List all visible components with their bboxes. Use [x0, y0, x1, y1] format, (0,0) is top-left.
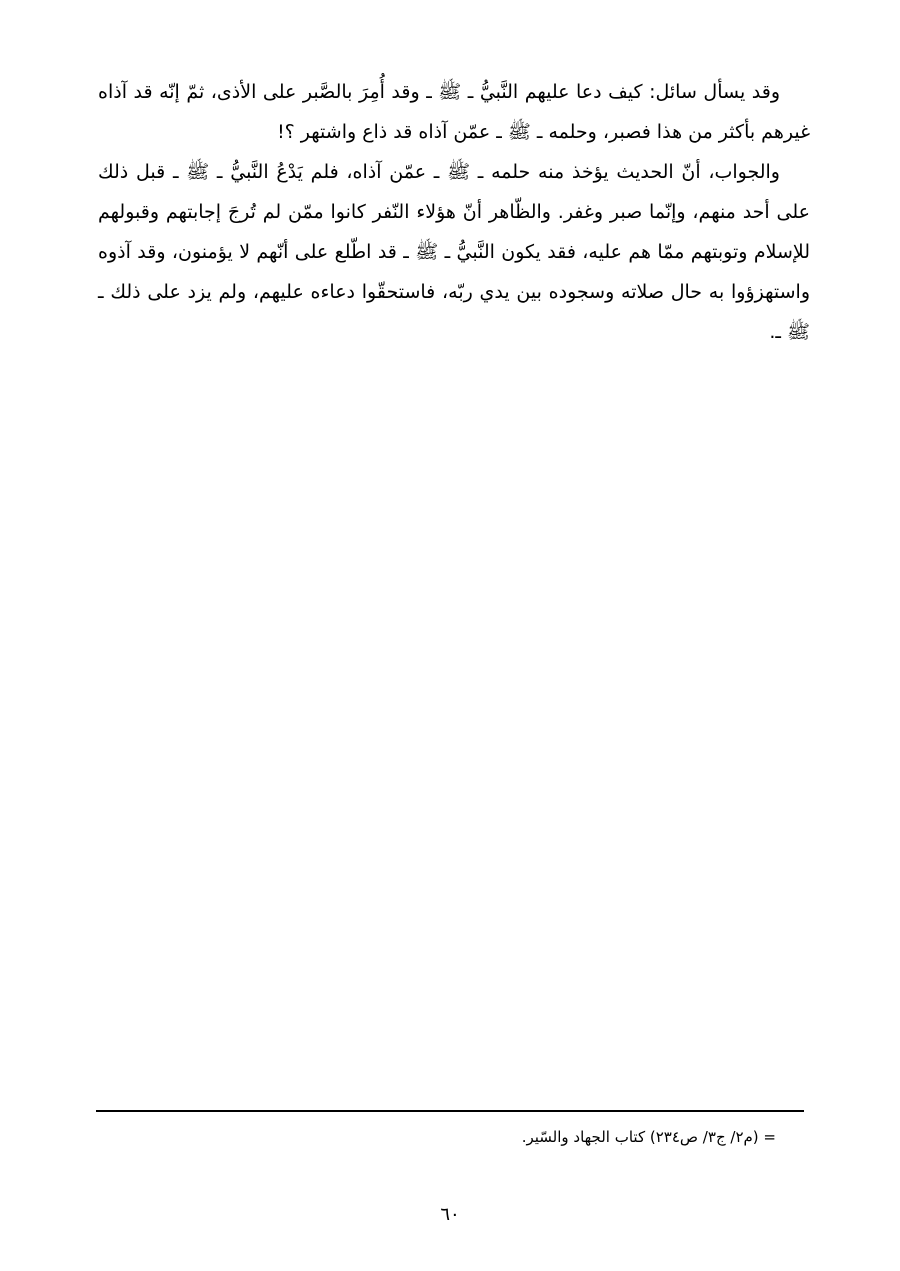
- page-number: ٦٠: [440, 1204, 460, 1225]
- footnote: = (م٢/ ج٣/ ص٢٣٤) كتاب الجهاد والسّير.: [521, 1128, 776, 1146]
- paragraph-question: وقد يسأل سائل: كيف دعا عليهم النَّبيُّ ـ ﷺ ـ وقد أُمِرَ بالصَّبر على الأذى، ثمّ إنّه قد آذاه غيرهم بأكثر من هذا فصبر، وحلمه ـ ﷺ ـ عمّن آذاه قد ذاع واشتهر ؟!: [98, 81, 810, 143]
- body-text: [98, 72, 810, 352]
- paragraph-answer: والجواب، أنّ الحديث يؤخذ منه حلمه ـ ﷺ ـ عمّن آذاه، فلم يَدْعُ النَّبيُّ ـ ﷺ ـ قبل ذلك على أحد منهم، وإنّما صبر وغفر. والظّاهر أنّ هؤلاء النّفر كانوا ممّن لم تُرجَ إجابتهم وقبولهم للإسلام وتوبتهم ممّا هم عليه، فقد يكون النَّبيُّ ـ ﷺ ـ قد اطّلع على أنّهم لا يؤمنون، وقد آذوه واستهزؤوا به حال صلاته وسجوده بين يدي ربّه، فاستحقّوا دعاءه عليهم، ولم يزد على ذلك ـ ﷺ ـ.: [98, 161, 810, 343]
- footnote-separator: [96, 1110, 804, 1112]
